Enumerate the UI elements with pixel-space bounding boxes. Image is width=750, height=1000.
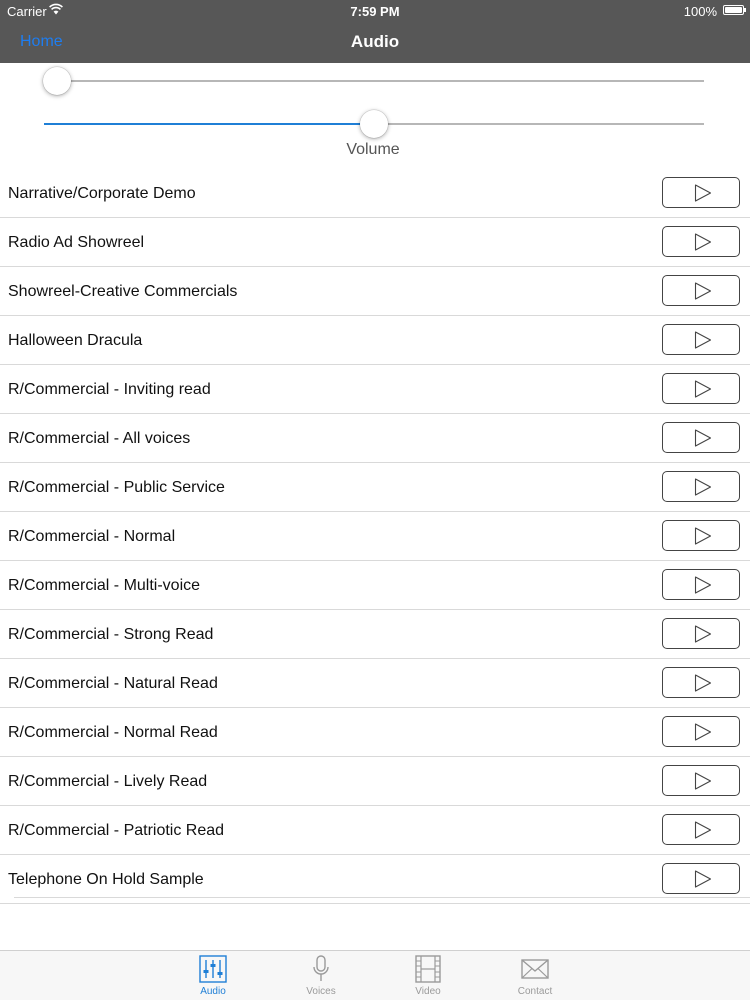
track-title: Showreel-Creative Commercials	[8, 283, 238, 300]
tab-contact[interactable]	[490, 951, 580, 1000]
page-title: Audio	[350, 32, 400, 51]
play-icon	[694, 527, 712, 545]
track-title: R/Commercial - Natural Read	[8, 675, 218, 692]
play-button[interactable]	[662, 520, 740, 551]
play-button[interactable]	[662, 226, 740, 257]
tab-bar	[0, 950, 750, 1000]
tab-label: Voices	[306, 986, 336, 997]
track-title: Radio Ad Showreel	[8, 234, 145, 251]
track-title: Halloween Dracula	[8, 332, 143, 349]
list-end-divider	[14, 897, 750, 898]
tab-label: Audio	[200, 986, 226, 997]
play-icon	[694, 723, 712, 741]
navigation-bar	[0, 0, 750, 63]
play-button[interactable]	[662, 373, 740, 404]
volume-thumb[interactable]	[360, 110, 388, 138]
play-icon	[694, 870, 712, 888]
seek-slider[interactable]	[44, 66, 704, 96]
track-title: R/Commercial - Patriotic Read	[8, 822, 225, 839]
track-row[interactable]	[0, 561, 750, 610]
play-icon	[694, 331, 712, 349]
track-title: R/Commercial - Strong Read	[8, 626, 214, 643]
play-button[interactable]	[662, 765, 740, 796]
battery-icon	[723, 5, 744, 15]
play-icon	[694, 233, 712, 251]
status-bar	[0, 0, 750, 22]
play-icon	[694, 625, 712, 643]
tab-audio[interactable]	[168, 951, 258, 1000]
track-title: Telephone On Hold Sample	[8, 871, 204, 888]
seek-track	[44, 80, 704, 82]
play-icon	[694, 184, 712, 202]
track-title: R/Commercial - Lively Read	[8, 773, 208, 790]
play-button[interactable]	[662, 716, 740, 747]
track-row[interactable]	[0, 806, 750, 855]
home-back-button[interactable]: Home	[20, 33, 63, 50]
carrier-label: Carrier	[7, 4, 47, 19]
track-row[interactable]	[0, 316, 750, 365]
track-title: R/Commercial - All voices	[8, 430, 191, 447]
track-title: R/Commercial - Inviting read	[8, 381, 211, 398]
track-row[interactable]	[0, 659, 750, 708]
microphone-icon	[307, 955, 335, 983]
track-row[interactable]	[0, 757, 750, 806]
envelope-icon	[521, 955, 549, 983]
play-icon	[694, 821, 712, 839]
track-title: R/Commercial - Normal Read	[8, 724, 218, 741]
track-row[interactable]	[0, 365, 750, 414]
track-row[interactable]	[0, 414, 750, 463]
track-row[interactable]	[0, 267, 750, 316]
play-button[interactable]	[662, 177, 740, 208]
tab-video[interactable]	[383, 951, 473, 1000]
track-row[interactable]	[0, 463, 750, 512]
play-icon	[694, 674, 712, 692]
tab-label: Contact	[517, 986, 553, 997]
volume-label: Volume	[346, 141, 400, 158]
play-button[interactable]	[662, 324, 740, 355]
clock: 7:59 PM	[350, 4, 400, 19]
track-row[interactable]	[0, 708, 750, 757]
track-row[interactable]	[0, 169, 750, 218]
play-button[interactable]	[662, 275, 740, 306]
track-list	[0, 169, 750, 904]
play-button[interactable]	[662, 422, 740, 453]
track-row[interactable]	[0, 218, 750, 267]
volume-slider[interactable]	[44, 109, 704, 139]
play-button[interactable]	[662, 814, 740, 845]
volume-fill	[44, 123, 374, 125]
play-button[interactable]	[662, 471, 740, 502]
track-title: R/Commercial - Multi-voice	[8, 577, 201, 594]
sliders-icon	[199, 955, 227, 983]
tab-voices[interactable]	[276, 951, 366, 1000]
track-row[interactable]	[0, 512, 750, 561]
play-icon	[694, 772, 712, 790]
play-button[interactable]	[662, 618, 740, 649]
play-icon	[694, 576, 712, 594]
battery-percentage: 100%	[683, 4, 717, 19]
play-icon	[694, 282, 712, 300]
play-button[interactable]	[662, 569, 740, 600]
play-icon	[694, 478, 712, 496]
track-title: R/Commercial - Normal	[8, 528, 176, 545]
tab-label: Video	[415, 986, 441, 997]
play-icon	[694, 429, 712, 447]
track-row[interactable]	[0, 610, 750, 659]
seek-thumb[interactable]	[43, 67, 71, 95]
track-title: Narrative/Corporate Demo	[8, 185, 196, 202]
play-icon	[694, 380, 712, 398]
film-icon	[414, 955, 442, 983]
play-button[interactable]	[662, 863, 740, 894]
track-title: R/Commercial - Public Service	[8, 479, 225, 496]
play-button[interactable]	[662, 667, 740, 698]
